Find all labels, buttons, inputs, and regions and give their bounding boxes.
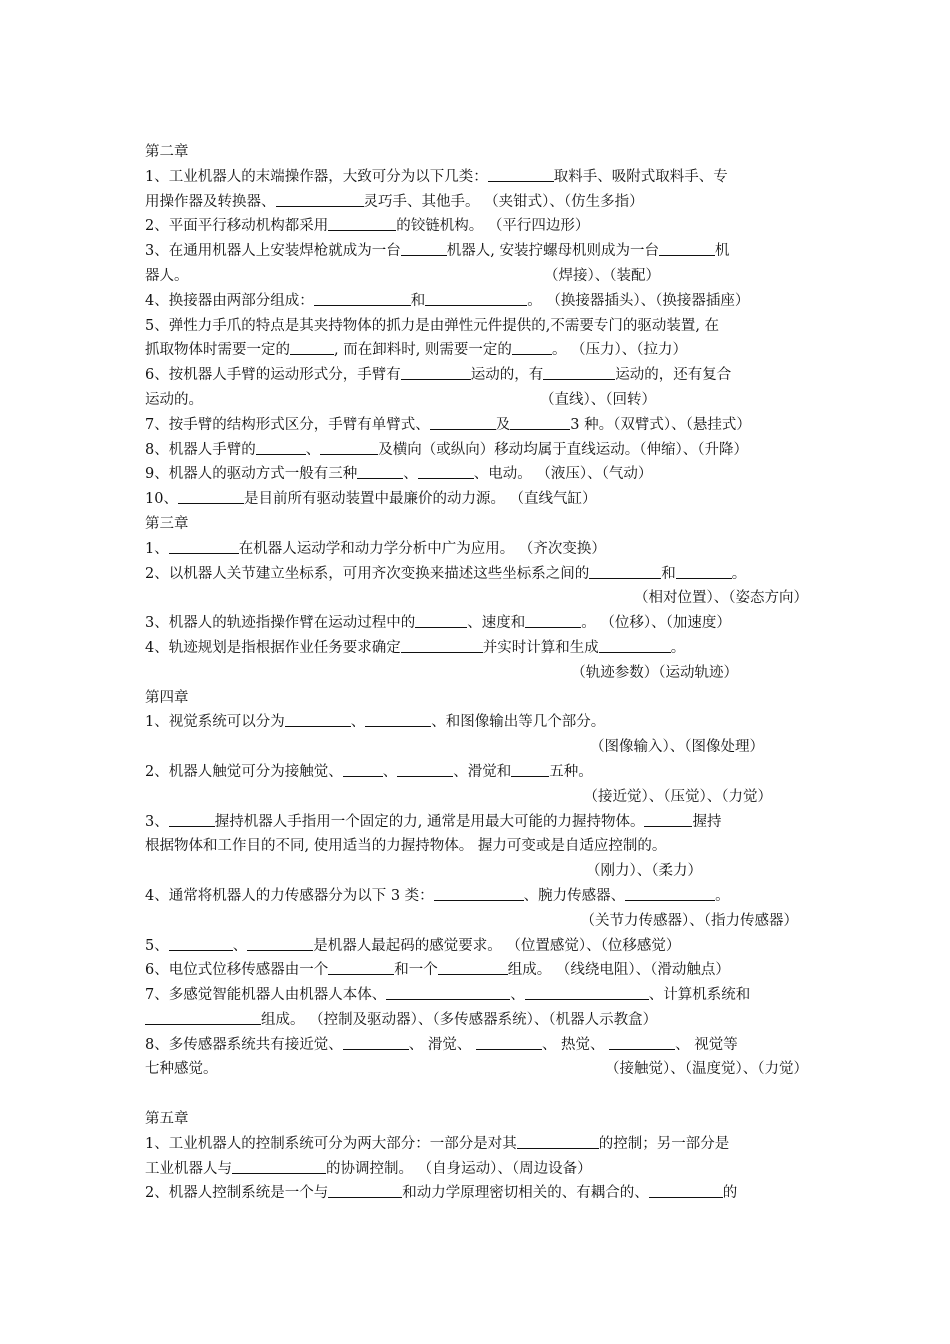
question-text: 是目前所有驱动装置中最廉价的动力源。 （直线气缸） — [243, 491, 597, 508]
chapter-heading: 第四章 — [145, 689, 189, 706]
question-line — [145, 1157, 808, 1182]
answer-blank — [476, 1034, 542, 1050]
answer-key: （关节力传感器）、（指力传感器） — [580, 912, 798, 929]
answer-key: （相对位置）、（姿态方向） — [634, 590, 808, 607]
question-text: 的铰链机构。 （平行四边形） — [396, 218, 590, 235]
answer-blank — [517, 1133, 599, 1149]
question-line — [145, 289, 808, 314]
question-line — [145, 1057, 808, 1082]
question-text: 、电动。 （液压）、（气动） — [473, 466, 653, 483]
question-text: 运动的。 — [145, 391, 203, 408]
question-text: 器人。 — [145, 267, 189, 284]
question-line — [145, 314, 808, 339]
answer-blank — [145, 1009, 261, 1025]
question-text: 五种。 — [549, 763, 593, 780]
question-line — [145, 562, 808, 587]
question-text: 、滑觉和 — [453, 763, 512, 780]
question-text: 、计算机系统和 — [648, 987, 751, 1004]
question-text: 机器人, 安装拧螺母机则成为一台 — [446, 243, 659, 260]
answer-key: （直线）、（回转） — [540, 391, 656, 408]
question-text: 8、机器人手臂的 — [145, 441, 256, 458]
question-text: 在机器人运动学和动力学分析中广为应用。 （齐次变换） — [238, 540, 606, 557]
question-text: 。 （换接器插头）、（换接器插座） — [527, 292, 750, 309]
question-text: 、 视觉等 — [675, 1036, 738, 1053]
answer-key: （接触觉）、（温度觉）、（力觉） — [605, 1061, 808, 1078]
chapter-heading: 第三章 — [145, 515, 189, 532]
question-line — [145, 438, 808, 463]
question-text: 用操作器及转换器、 — [145, 193, 276, 210]
answer-blank — [401, 364, 471, 380]
question-text: 机 — [714, 243, 730, 260]
question-text: 2、机器人触觉可分为接触觉、 — [145, 763, 343, 780]
question-text: 2、以机器人关节建立坐标系，可用齐次变换来描述这些坐标系之间的 — [145, 565, 590, 582]
question-text: 7、按手臂的结构形式区分，手臂有单臂式、 — [145, 416, 430, 433]
question-text: 。 （压力）、（拉力） — [551, 342, 688, 359]
answer-blank — [609, 1034, 675, 1050]
question-text: 7、多感觉智能机器人由机器人本体、 — [145, 987, 387, 1004]
question-text: 9、机器人的驱动方式一般有三种 — [145, 466, 358, 483]
question-line — [145, 710, 808, 735]
answer-key: （接近觉）、（压觉）、（力觉） — [583, 788, 772, 805]
answer-blank — [488, 166, 554, 182]
answer-blank — [285, 711, 351, 727]
answer-key: （图像输入）、（图像处理） — [590, 739, 764, 756]
question-text: 的控制；另一部分是 — [598, 1135, 730, 1152]
question-text: 、 — [382, 763, 398, 780]
question-line — [145, 413, 808, 438]
question-text: 、 热觉、 — [541, 1036, 610, 1053]
question-text: 1、工业机器人的控制系统可分为两大部分：一部分是对其 — [145, 1135, 517, 1152]
answer-blank — [386, 984, 510, 1000]
question-text: 运动的，有 — [470, 367, 544, 384]
question-text: 灵巧手、其他手。 （夹钳式）、（仿生多指） — [363, 193, 644, 210]
question-line — [145, 462, 808, 487]
question-text: 及横向（或纵向）移动均属于直线运动。（伸缩）、（升降） — [378, 441, 748, 458]
question-text: 、速度和 — [467, 615, 526, 632]
question-text: 8、多传感器系统共有接近觉、 — [145, 1036, 343, 1053]
question-text: 、 — [305, 441, 321, 458]
question-line — [145, 1132, 808, 1157]
blank-line — [145, 1082, 808, 1107]
question-line — [145, 214, 808, 239]
question-text: 10、 — [145, 491, 178, 508]
answer-blank — [178, 488, 244, 504]
question-line — [145, 537, 808, 562]
question-text: 3、 — [145, 813, 169, 830]
question-text: 1、 — [145, 540, 169, 557]
answer-key: （刚力）、（柔力） — [586, 863, 702, 880]
question-text: 、 — [510, 987, 525, 1004]
question-text: 握持机器人手指用一个固定的力, 通常是用最大可能的力握持物体。 — [214, 813, 645, 830]
answer-blank — [415, 612, 467, 628]
question-text: 3 种。（双臂式）、（悬挂式） — [570, 416, 751, 433]
answer-blank — [328, 959, 394, 975]
question-text: 、腕力传感器、 — [523, 887, 626, 904]
answer-blank — [649, 1182, 723, 1198]
question-text: , 而在卸料时, 则需要一定的 — [334, 342, 512, 359]
question-text: 组成。 （控制及驱动器）、（多传感器系统）、（机器人示教盒） — [261, 1011, 658, 1028]
question-text: 和一个 — [394, 962, 438, 979]
question-text: 的协调控制。 （自身运动）、（周边设备） — [326, 1160, 592, 1177]
answer-blank — [543, 364, 615, 380]
question-text: 4、轨迹规划是指根据作业任务要求确定 — [145, 639, 401, 656]
document-page — [145, 140, 808, 1206]
answer-blank — [276, 191, 364, 207]
question-text: 1、工业机器人的末端操作器，大致可分为以下几类： — [145, 168, 488, 185]
answer-blank — [343, 1034, 409, 1050]
question-text: 。 — [670, 639, 686, 656]
answer-blank — [169, 935, 233, 951]
question-text: 组成。 （线绕电阻）、（滑动触点） — [507, 962, 730, 979]
question-text: 3、在通用机器人上安装焊枪就成为一台 — [145, 243, 401, 260]
question-line — [145, 1033, 808, 1058]
question-text: 。 — [715, 887, 730, 904]
answer-blank — [659, 240, 715, 256]
question-line — [145, 958, 808, 983]
question-text: 5、弹性力手爪的特点是其夹持物体的抓力是由弹性元件提供的,不需要专门的驱动装置, 在 — [145, 317, 720, 334]
answer-blank — [169, 811, 215, 827]
question-line — [145, 810, 808, 835]
answer-blank — [644, 811, 692, 827]
question-line — [145, 859, 808, 884]
answer-blank — [625, 885, 715, 901]
question-line — [145, 586, 808, 611]
question-text: 、 — [403, 466, 418, 483]
question-line — [145, 611, 808, 636]
answer-blank — [511, 761, 549, 777]
question-text: 七种感觉。 — [145, 1061, 218, 1078]
question-text: 和 — [661, 565, 676, 582]
question-text: 并实时计算和生成 — [482, 639, 599, 656]
answer-blank — [314, 290, 411, 306]
question-text: 6、电位式位移传感器由一个 — [145, 962, 329, 979]
question-text: 1、视觉系统可以分为 — [145, 714, 285, 731]
question-text: 、和图像输出等几个部分。 — [431, 714, 606, 731]
question-line — [145, 934, 808, 959]
question-text: 取料手、吸附式取料手、专 — [553, 168, 728, 185]
question-text: 。 （位移）、（加速度） — [581, 615, 731, 632]
answer-blank — [525, 984, 649, 1000]
question-line — [145, 1181, 808, 1206]
answer-blank — [320, 439, 378, 455]
question-line — [145, 487, 808, 512]
question-text: 2、平面平行移动机构都采用 — [145, 218, 329, 235]
question-text: 、 — [350, 714, 366, 731]
answer-blank — [169, 538, 239, 554]
question-text: 是机器人最起码的感觉要求。 （位置感觉）、（位移感觉） — [313, 937, 681, 954]
answer-blank — [418, 463, 474, 479]
answer-blank — [328, 215, 396, 231]
question-line — [145, 165, 808, 190]
question-text: 及 — [495, 416, 511, 433]
answer-key: （焊接）、（装配） — [544, 267, 660, 284]
question-text: 抓取物体时需要一定的 — [145, 342, 290, 359]
question-text: 6、按机器人手臂的运动形式分，手臂有 — [145, 367, 401, 384]
question-text: 工业机器人与 — [145, 1160, 232, 1177]
question-text: 4、通常将机器人的力传感器分为以下 3 类： — [145, 887, 434, 904]
answer-blank — [397, 761, 453, 777]
question-text: 握持 — [692, 813, 722, 830]
question-line — [145, 760, 808, 785]
question-line — [145, 983, 808, 1008]
answer-blank — [247, 935, 313, 951]
question-line — [145, 1008, 808, 1033]
answer-blank — [430, 414, 496, 430]
answer-blank — [290, 339, 334, 355]
answer-blank — [525, 612, 581, 628]
question-line — [145, 909, 808, 934]
answer-blank — [401, 637, 483, 653]
question-text: 、 滑觉、 — [408, 1036, 476, 1053]
question-text: 根据物体和工作目的不同, 使用适当的力握持物体。 握力可变或是自适应控制的。 — [145, 838, 667, 855]
answer-blank — [425, 290, 527, 306]
answer-blank — [328, 1182, 402, 1198]
answer-blank — [676, 563, 732, 579]
answer-blank — [232, 1158, 326, 1174]
question-text: 的 — [722, 1185, 738, 1202]
answer-blank — [256, 439, 306, 455]
question-line — [145, 636, 808, 661]
answer-blank — [365, 711, 431, 727]
question-text: 5、 — [145, 937, 169, 954]
question-line — [145, 264, 808, 289]
answer-blank — [434, 885, 524, 901]
question-line — [145, 785, 808, 810]
question-text: 、 — [232, 937, 248, 954]
question-line — [145, 190, 808, 215]
question-line — [145, 388, 808, 413]
question-line — [145, 661, 808, 686]
question-line — [145, 363, 808, 388]
answer-blank — [510, 414, 570, 430]
question-line — [145, 338, 808, 363]
question-line — [145, 735, 808, 760]
question-text: 4、换接器由两部分组成： — [145, 292, 314, 309]
question-text: 。 — [731, 565, 747, 582]
answer-blank — [343, 761, 383, 777]
chapter-heading: 第五章 — [145, 1111, 189, 1128]
chapter-heading: 第二章 — [145, 144, 189, 160]
answer-blank — [599, 637, 671, 653]
question-text: 和 — [410, 292, 426, 309]
question-line — [145, 239, 808, 264]
question-text: 和动力学原理密切相关的、有耦合的、 — [402, 1185, 649, 1202]
answer-blank — [512, 339, 552, 355]
question-line — [145, 834, 808, 859]
answer-key: （轨迹参数）（运动轨迹） — [571, 664, 738, 681]
question-text: 3、机器人的轨迹指操作臂在运动过程中的 — [145, 615, 416, 632]
question-text: 2、机器人控制系统是一个与 — [145, 1185, 329, 1202]
answer-blank — [357, 463, 403, 479]
answer-blank — [401, 240, 447, 256]
answer-blank — [438, 959, 508, 975]
answer-blank — [589, 563, 661, 579]
question-text: 运动的，还有复合 — [615, 367, 732, 384]
question-line — [145, 884, 808, 909]
